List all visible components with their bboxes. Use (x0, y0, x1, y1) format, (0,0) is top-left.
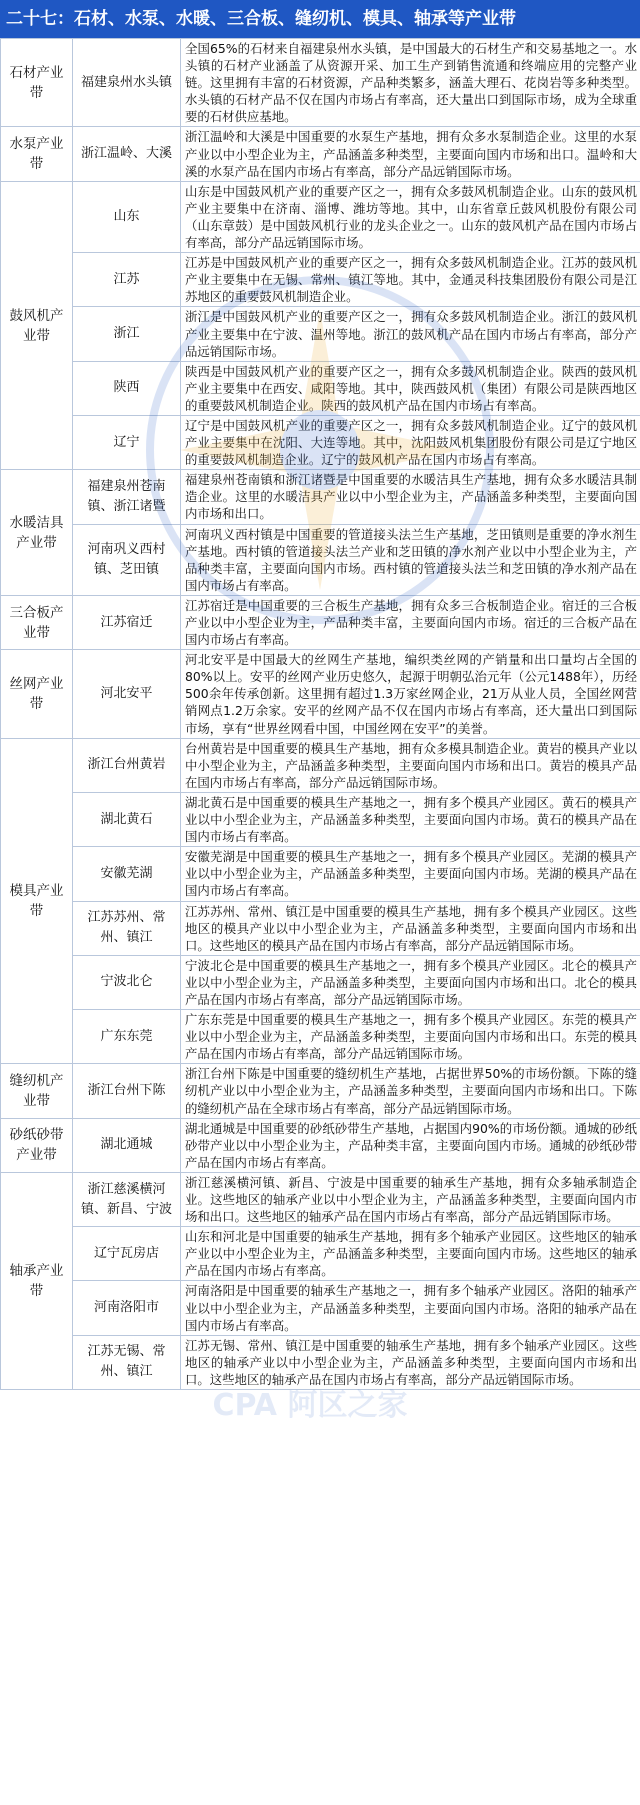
table-row (1, 361, 640, 415)
page-title: 二十七：石材、水泵、水暖、三合板、缝纫机、模具、轴承等产业带 (0, 0, 640, 38)
watermark-text: CPA 阿区之家 (212, 1388, 408, 1423)
table-row (1, 1172, 640, 1226)
category-cell: 水泵产业带 (1, 127, 73, 181)
category-cell: 水暖洁具产业带 (1, 470, 73, 596)
location-cell: 宁波北仑 (73, 955, 181, 1009)
location-cell: 广东东莞 (73, 1010, 181, 1064)
table-row (1, 307, 640, 361)
table-row (1, 792, 640, 846)
location-cell: 福建泉州水头镇 (73, 39, 181, 127)
category-cell: 三合板产业带 (1, 595, 73, 649)
description-cell: 全国65%的石材来自福建泉州水头镇，是中国最大的石材生产和交易基地之一。水头镇的石材产业涵盖了从资源开采、加工生产到销售流通和终端应用的完整产业链。这里拥有丰富的石材资源，产品种类繁多，涵盖大理石、花岗岩等多种类型。水头镇的石材产品不仅在国内市场占有率高，还大量出口到国际市场，成为全球重要的石材供应基地。 (181, 39, 640, 127)
category-cell: 鼓风机产业带 (1, 181, 73, 470)
location-cell: 辽宁瓦房店 (73, 1227, 181, 1281)
description-cell: 陕西是中国鼓风机产业的重要产区之一，拥有众多鼓风机制造企业。陕西的鼓风机产业主要集中在西安、咸阳等地。其中，陕西鼓风机（集团）有限公司是陕西地区的重要鼓风机制造企业。陕西的鼓风机产品在国内市场占有率高。 (181, 361, 640, 415)
table-row (1, 650, 640, 738)
description-cell: 湖北黄石是中国重要的模具生产基地之一，拥有多个模具产业园区。黄石的模具产业以中小型企业为主，产品涵盖多种类型，主要面向国内市场。黄石的模具产品在国内市场占有率高。 (181, 792, 640, 846)
table-row (1, 415, 640, 469)
location-cell: 浙江慈溪横河镇、新昌、宁波 (73, 1172, 181, 1226)
location-cell: 河北安平 (73, 650, 181, 738)
location-cell: 湖北黄石 (73, 792, 181, 846)
table-row (1, 524, 640, 595)
table-row (1, 1227, 640, 1281)
location-cell: 江苏苏州、常州、镇江 (73, 901, 181, 955)
table-row (1, 847, 640, 901)
table-row (1, 181, 640, 252)
location-cell: 江苏 (73, 253, 181, 307)
description-cell: 山东和河北是中国重要的轴承生产基地，拥有多个轴承产业园区。这些地区的轴承产业以中小型企业为主，产品涵盖多种类型，主要面向国内市场。这些地区的轴承产品在国内市场占有率高。 (181, 1227, 640, 1281)
category-cell: 模具产业带 (1, 738, 73, 1064)
description-cell: 安徽芜湖是中国重要的模具生产基地之一，拥有多个模具产业园区。芜湖的模具产业以中小型企业为主，产品涵盖多种类型，主要面向国内市场。芜湖的模具产品在国内市场占有率高。 (181, 847, 640, 901)
location-cell: 安徽芜湖 (73, 847, 181, 901)
location-cell: 浙江台州下陈 (73, 1064, 181, 1118)
table-row (1, 1064, 640, 1118)
category-cell: 砂纸砂带产业带 (1, 1118, 73, 1172)
table-row (1, 1010, 640, 1064)
industry-table (0, 38, 640, 1390)
table-row (1, 127, 640, 181)
table-row (1, 901, 640, 955)
location-cell: 山东 (73, 181, 181, 252)
description-cell: 山东是中国鼓风机产业的重要产区之一，拥有众多鼓风机制造企业。山东的鼓风机产业主要集中在济南、淄博、潍坊等地。其中，山东省章丘鼓风机股份有限公司（山东章鼓）是中国鼓风机行业的龙头企业之一。山东的鼓风机产品在国内市场占有率高，部分产品远销国际市场。 (181, 181, 640, 252)
description-cell: 河南洛阳是中国重要的轴承生产基地之一，拥有多个轴承产业园区。洛阳的轴承产业以中小型企业为主，产品涵盖多种类型，主要面向国内市场。洛阳的轴承产品在国内市场占有率高。 (181, 1281, 640, 1335)
location-cell: 浙江台州黄岩 (73, 738, 181, 792)
table-row (1, 595, 640, 649)
category-cell: 丝网产业带 (1, 650, 73, 738)
description-cell: 湖北通城是中国重要的砂纸砂带生产基地，占据国内90%的市场份额。通城的砂纸砂带产业以中小型企业为主，产品种类丰富，主要面向国内市场。通城的砂纸砂带产品在国内市场占有率高。 (181, 1118, 640, 1172)
table-row (1, 1335, 640, 1389)
table-row (1, 1281, 640, 1335)
table-row (1, 738, 640, 792)
description-cell: 河北安平是中国最大的丝网生产基地，编织类丝网的产销量和出口量均占全国的80%以上。安平的丝网产业历史悠久，起源于明朝弘治元年（公元1488年），历经500余年传承创新。这里拥有超过1.3万家丝网企业，21万从业人员，全国丝网营销网点1.2万余家。安平的丝网产品不仅在国内市场占有率高，还大量出口到国际市场，享有“世界丝网看中国，中国丝网在安平”的美誉。 (181, 650, 640, 738)
location-cell: 陕西 (73, 361, 181, 415)
location-cell: 河南洛阳市 (73, 1281, 181, 1335)
description-cell: 江苏苏州、常州、镇江是中国重要的模具生产基地，拥有多个模具产业园区。这些地区的模具产业以中小型企业为主，产品涵盖多种类型，主要面向国内市场和出口。这些地区的模具产品在国内市场占有率高，部分产品远销国际市场。 (181, 901, 640, 955)
table-row (1, 39, 640, 127)
table-row (1, 1118, 640, 1172)
table-row (1, 470, 640, 524)
location-cell: 江苏无锡、常州、镇江 (73, 1335, 181, 1389)
description-cell: 辽宁是中国鼓风机产业的重要产区之一，拥有众多鼓风机制造企业。辽宁的鼓风机产业主要集中在沈阳、大连等地。其中，沈阳鼓风机集团股份有限公司是辽宁地区的重要鼓风机制造企业。辽宁的鼓风机产品在国内市场占有率高。 (181, 415, 640, 469)
description-cell: 宁波北仑是中国重要的模具生产基地之一，拥有多个模具产业园区。北仑的模具产业以中小型企业为主，产品涵盖多种类型，主要面向国内市场和出口。北仑的模具产品在国内市场占有率高，部分产品远销国际市场。 (181, 955, 640, 1009)
location-cell: 浙江 (73, 307, 181, 361)
description-cell: 江苏是中国鼓风机产业的重要产区之一，拥有众多鼓风机制造企业。江苏的鼓风机产业主要集中在无锡、常州、镇江等地。其中，金通灵科技集团股份有限公司是江苏地区的重要鼓风机制造企业。 (181, 253, 640, 307)
description-cell: 江苏无锡、常州、镇江是中国重要的轴承生产基地，拥有多个轴承产业园区。这些地区的轴承产业以中小型企业为主，产品涵盖多种类型，主要面向国内市场和出口。这些地区的轴承产品在国内市场占有率高，部分产品远销国际市场。 (181, 1335, 640, 1389)
location-cell: 江苏宿迁 (73, 595, 181, 649)
description-cell: 浙江温岭和大溪是中国重要的水泵生产基地，拥有众多水泵制造企业。这里的水泵产业以中小型企业为主，产品涵盖多种类型，主要面向国内市场和出口。温岭和大溪的水泵产品在国内市场占有率高，部分产品远销国际市场。 (181, 127, 640, 181)
industry-table-body (1, 39, 640, 1390)
description-cell: 台州黄岩是中国重要的模具生产基地，拥有众多模具制造企业。黄岩的模具产业以中小型企业为主，产品涵盖多种类型，主要面向国内市场和出口。黄岩的模具产品在国内市场占有率高，部分产品远销国际市场。 (181, 738, 640, 792)
category-cell: 石材产业带 (1, 39, 73, 127)
description-cell: 福建泉州苍南镇和浙江诸暨是中国重要的水暖洁具生产基地，拥有众多水暖洁具制造企业。这里的水暖洁具产业以中小型企业为主，产品涵盖多种类型，主要面向国内市场和出口。 (181, 470, 640, 524)
description-cell: 浙江是中国鼓风机产业的重要产区之一，拥有众多鼓风机制造企业。浙江的鼓风机产业主要集中在宁波、温州等地。浙江的鼓风机产品在国内市场占有率高，部分产品远销国际市场。 (181, 307, 640, 361)
location-cell: 福建泉州苍南镇、浙江诸暨 (73, 470, 181, 524)
description-cell: 江苏宿迁是中国重要的三合板生产基地，拥有众多三合板制造企业。宿迁的三合板产业以中小型企业为主，产品种类丰富，主要面向国内市场。宿迁的三合板产品在国内市场占有率高。 (181, 595, 640, 649)
table-row (1, 253, 640, 307)
category-cell: 轴承产业带 (1, 1172, 73, 1389)
location-cell: 辽宁 (73, 415, 181, 469)
category-cell: 缝纫机产业带 (1, 1064, 73, 1118)
description-cell: 广东东莞是中国重要的模具生产基地之一，拥有多个模具产业园区。东莞的模具产业以中小型企业为主，产品涵盖多种类型，主要面向国内市场和出口。东莞的模具产品在国内市场占有率高，部分产品远销国际市场。 (181, 1010, 640, 1064)
description-cell: 浙江慈溪横河镇、新昌、宁波是中国重要的轴承生产基地，拥有众多轴承制造企业。这些地区的轴承产业以中小型企业为主，产品涵盖多种类型，主要面向国内市场和出口。这些地区的轴承产品在国内市场占有率高，部分产品远销国际市场。 (181, 1172, 640, 1226)
location-cell: 湖北通城 (73, 1118, 181, 1172)
description-cell: 河南巩义西村镇是中国重要的管道接头法兰生产基地，芝田镇则是重要的净水剂生产基地。西村镇的管道接头法兰产业和芝田镇的净水剂产业以中小型企业为主，产品种类丰富，主要面向国内市场。西村镇的管道接头法兰和芝田镇的净水剂产品在国内市场占有率高。 (181, 524, 640, 595)
location-cell: 浙江温岭、大溪 (73, 127, 181, 181)
location-cell: 河南巩义西村镇、芝田镇 (73, 524, 181, 595)
table-row (1, 955, 640, 1009)
description-cell: 浙江台州下陈是中国重要的缝纫机生产基地，占据世界50%的市场份额。下陈的缝纫机产业以中小型企业为主，产品涵盖多种类型，主要面向国内市场和出口。下陈的缝纫机产品在全球市场占有率高，部分产品远销国际市场。 (181, 1064, 640, 1118)
